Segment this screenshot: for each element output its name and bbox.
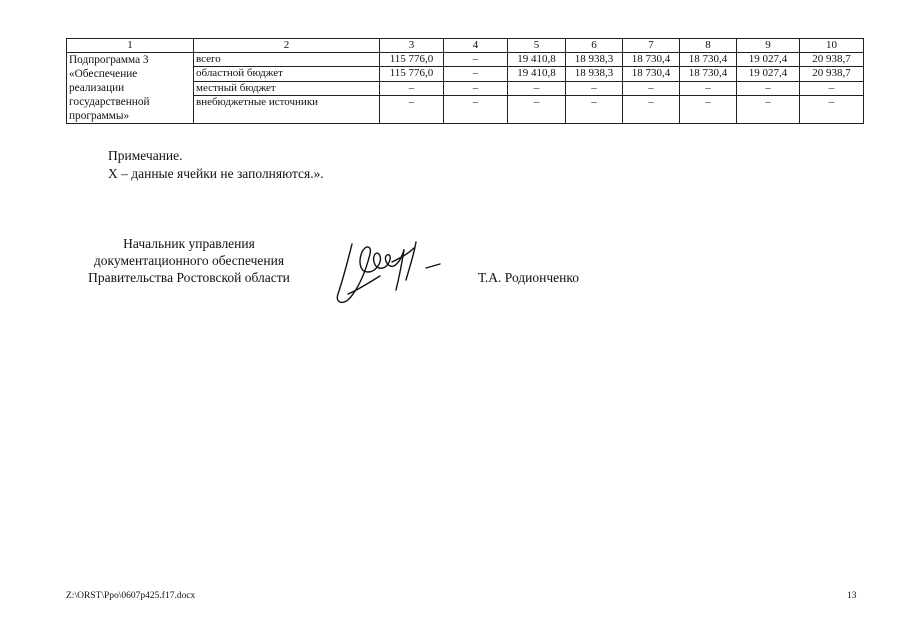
column-number: 8 xyxy=(680,39,737,53)
note-title: Примечание. xyxy=(108,148,183,163)
position-line: Начальник управления xyxy=(123,236,255,251)
value-cell: 19 027,4 xyxy=(737,53,800,67)
position-line: Правительства Ростовской области xyxy=(88,270,290,285)
value-cell: – xyxy=(508,81,566,95)
column-number: 5 xyxy=(508,39,566,53)
value-cell: 18 730,4 xyxy=(623,53,680,67)
funding-source-label: местный бюджет xyxy=(194,81,380,95)
budget-table xyxy=(66,38,864,124)
signatory-name: Т.А. Родионченко xyxy=(478,270,579,285)
value-cell: – xyxy=(800,81,864,95)
column-number: 3 xyxy=(380,39,444,53)
value-cell: – xyxy=(737,96,800,124)
value-cell: 19 410,8 xyxy=(508,67,566,81)
note-text: Х – данные ячейки не заполняются.». xyxy=(108,166,324,181)
table-header-row xyxy=(67,39,864,53)
column-number: 9 xyxy=(737,39,800,53)
value-cell: – xyxy=(444,67,508,81)
value-cell: – xyxy=(508,96,566,124)
signatory-position xyxy=(66,235,312,286)
value-cell: – xyxy=(623,81,680,95)
value-cell: – xyxy=(800,96,864,124)
funding-source-label: внебюджетные источники xyxy=(194,96,380,124)
value-cell: – xyxy=(380,81,444,95)
value-cell: 18 730,4 xyxy=(680,67,737,81)
file-path: Z:\ORST\Ppo\0607p425.f17.docx xyxy=(66,591,196,601)
column-number: 1 xyxy=(67,39,194,53)
value-cell: 115 776,0 xyxy=(380,67,444,81)
value-cell: 18 730,4 xyxy=(680,53,737,67)
column-number: 2 xyxy=(194,39,380,53)
value-cell: – xyxy=(566,81,623,95)
handwritten-signature xyxy=(330,232,450,312)
subprogram-line: государственной xyxy=(69,96,150,108)
value-cell: 20 938,7 xyxy=(800,53,864,67)
value-cell: 18 730,4 xyxy=(623,67,680,81)
value-cell: 115 776,0 xyxy=(380,53,444,67)
funding-source-label: всего xyxy=(194,53,380,67)
page-number: 13 xyxy=(847,591,857,601)
value-cell: – xyxy=(444,81,508,95)
value-cell: 19 027,4 xyxy=(737,67,800,81)
value-cell: 19 410,8 xyxy=(508,53,566,67)
value-cell: – xyxy=(623,96,680,124)
value-cell: – xyxy=(444,96,508,124)
value-cell: 18 938,3 xyxy=(566,67,623,81)
column-number: 7 xyxy=(623,39,680,53)
value-cell: – xyxy=(680,81,737,95)
subprogram-line: программы» xyxy=(69,110,130,122)
subprogram-line: «Обеспечение xyxy=(69,68,138,80)
funding-source-label: областной бюджет xyxy=(194,67,380,81)
table-row xyxy=(67,53,864,67)
subprogram-line: Подпрограмма 3 xyxy=(69,54,149,66)
value-cell: – xyxy=(680,96,737,124)
subprogram-line: реализации xyxy=(69,82,125,94)
column-number: 4 xyxy=(444,39,508,53)
column-number: 10 xyxy=(800,39,864,53)
value-cell: – xyxy=(380,96,444,124)
value-cell: – xyxy=(566,96,623,124)
value-cell: 18 938,3 xyxy=(566,53,623,67)
value-cell: 20 938,7 xyxy=(800,67,864,81)
value-cell: – xyxy=(737,81,800,95)
subprogram-name-cell xyxy=(67,53,194,124)
value-cell: – xyxy=(444,53,508,67)
position-line: документационного обеспечения xyxy=(93,253,285,268)
column-number: 6 xyxy=(566,39,623,53)
